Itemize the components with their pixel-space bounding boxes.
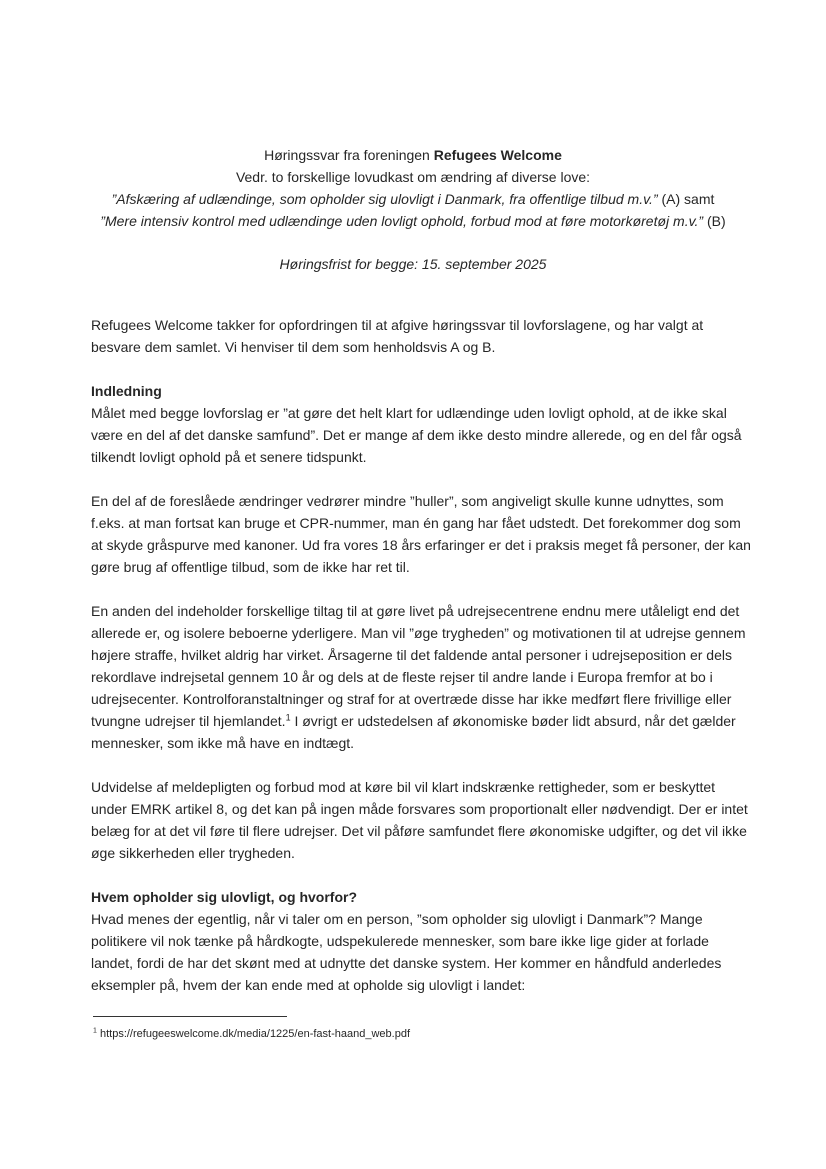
document-body [91,314,751,1018]
footnote [93,1026,410,1042]
footnote-reference[interactable]: 1 [285,712,291,723]
document-header [60,144,766,275]
document-subtitle: Vedr. to forskellige lovudkast om ændring af diverse love: [235,169,591,185]
footnote-mark: 1 [93,1027,97,1035]
section-indledning [91,380,751,864]
section-heading-indledning: Indledning [91,383,162,399]
section-heading-hvem: Hvem opholder sig ulovligt, og hvorfor? [91,889,358,905]
paragraph-text: En anden del indeholder forskellige tiltag til at gøre livet på udrejsecentrene endnu mere utåleligt end det allerede er, og isolere beboerne yderligere. Man vil ”øge trygheden” og motivationen til at udrejse gennem højere straffe, hvilket aldrig har virket. Årsagerne til det faldende antal personer i udrejseposition er dels rekordlave indrejsetal gennem 10 år og dels at de fleste rejser til andre lande i Europa fremfor at bo i udrejsecenter. Kontrolforanstaltninger og straf for at overtræde disse har ikke medført flere frivillige eller tvungne udrejser til hjemlandet. [91,603,746,729]
bill-a-title: ”Afskæring af udlændinge, som opholder sig ulovligt i Danmark, fra offentlige tilbud m.v.” [111,191,658,207]
footnote-link[interactable]: https://refugeeswelcome.dk/media/1225/en-fast-haand_web.pdf [99,1028,410,1040]
bill-b-title: ”Mere intensiv kontrol med udlændinge uden lovligt ophold, forbud mod at føre motorkøretøj m.v.” [100,213,704,229]
paragraph-with-footnote [91,600,751,754]
bill-b-suffix: (B) [707,213,726,229]
paragraph-text: I øvrigt er udstedelsen af økonomiske bøder lidt absurd, når det gælder mennesker, som ikke må have en indtægt. [91,713,736,751]
paragraph: En del af de foreslåede ændringer vedrører mindre ”huller”, som angiveligt skulle kunne udnyttes, som f.eks. at man fortsat kan bruge et CPR-nummer, man én gang har fået udstedt. Det forekommer dog som at skyde gråspurve med kanoner. Ud fra vores 18 års erfaringer er det i praksis meget få personer, der kan gøre brug af offentlige tilbud, som de ikke har ret til. [91,493,751,575]
title-prefix: Høringssvar fra foreningen [264,147,430,163]
paragraph: Hvad menes der egentlig, når vi taler om en person, ”som opholder sig ulovligt i Danmark”? Mange politikere vil nok tænke på hårdkogte, udspekulerede mennesker, som bare ikke lige gider at forlade landet, fordi de har det skønt med at udnytte det danske system. Her kommer en håndfuld anderledes eksempler på, hvem der kan ende med at opholde sig ulovligt i landet: [91,911,722,993]
bill-b-line [60,210,766,232]
intro-paragraph: Refugees Welcome takker for opfordringen til at afgive høringssvar til lovforslagene, og har valgt at besvare dem samlet. Vi henviser til dem som henholdsvis A og B. [91,317,704,355]
hearing-deadline: Høringsfrist for begge: 15. september 2025 [279,256,547,272]
paragraph: Målet med begge lovforslag er ”at gøre det helt klart for udlændinge uden lovligt ophold, at de ikke skal være en del af det danske samfund”. Det er mange af dem ikke desto mindre allerede, og en del får også tilkendt lovligt ophold på et senere tidspunkt. [91,405,742,465]
footnote-divider [93,1016,287,1017]
section-hvem [91,886,751,996]
document-title [60,144,766,166]
organization-name: Refugees Welcome [433,147,562,163]
paragraph: Udvidelse af meldepligten og forbud mod at køre bil vil klart indskrænke rettigheder, som er beskyttet under EMRK artikel 8, og det kan på ingen måde forsvares som proportionalt eller nødvendigt. Der er intet belæg for at det vil føre til flere udrejser. Det vil påføre samfundet flere økonomiske udgifter, og det vil ikke øge sikkerheden eller trygheden. [91,779,748,861]
bill-a-suffix: (A) samt [661,191,715,207]
bill-a-line [60,188,766,210]
